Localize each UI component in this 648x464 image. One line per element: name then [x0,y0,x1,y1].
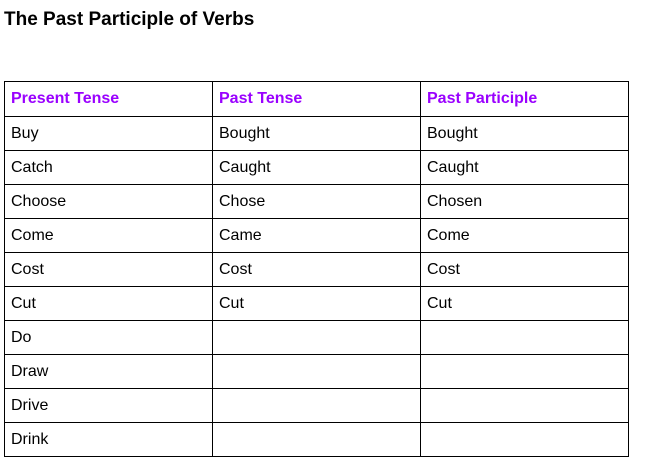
cell-present-tense[interactable]: Catch [5,151,213,185]
table-row [5,151,629,185]
table-row [5,287,629,321]
header-past-participle: Past Participle [421,82,629,117]
cell-past-participle[interactable]: Bought [421,117,629,151]
cell-past-tense[interactable]: Cost [213,253,421,287]
table-row [5,321,629,355]
cell-present-tense[interactable]: Do [5,321,213,355]
header-present-tense: Present Tense [5,82,213,117]
cell-past-participle[interactable] [421,355,629,389]
cell-past-tense[interactable] [213,321,421,355]
cell-past-participle[interactable]: Cost [421,253,629,287]
cell-present-tense[interactable]: Choose [5,185,213,219]
cell-past-participle[interactable]: Cut [421,287,629,321]
cell-present-tense[interactable]: Cost [5,253,213,287]
cell-past-participle[interactable]: Come [421,219,629,253]
cell-past-tense[interactable]: Came [213,219,421,253]
cell-present-tense[interactable]: Cut [5,287,213,321]
cell-present-tense[interactable]: Buy [5,117,213,151]
cell-present-tense[interactable]: Come [5,219,213,253]
cell-past-tense[interactable]: Chose [213,185,421,219]
cell-past-participle[interactable] [421,321,629,355]
table-row [5,253,629,287]
table-row [5,355,629,389]
cell-past-participle[interactable]: Caught [421,151,629,185]
cell-past-participle[interactable] [421,423,629,457]
table-row [5,185,629,219]
cell-past-tense[interactable]: Bought [213,117,421,151]
cell-present-tense[interactable]: Drive [5,389,213,423]
cell-present-tense[interactable]: Draw [5,355,213,389]
cell-past-participle[interactable]: Chosen [421,185,629,219]
cell-past-tense[interactable] [213,355,421,389]
verb-table [4,81,629,457]
table-row [5,219,629,253]
cell-past-tense[interactable]: Caught [213,151,421,185]
cell-past-tense[interactable]: Cut [213,287,421,321]
page-title: The Past Participle of Verbs [4,9,255,30]
table-row [5,423,629,457]
header-past-tense: Past Tense [213,82,421,117]
cell-past-participle[interactable] [421,389,629,423]
cell-past-tense[interactable] [213,389,421,423]
table-row [5,389,629,423]
cell-past-tense[interactable] [213,423,421,457]
table-row [5,117,629,151]
table-header-row [5,82,629,117]
cell-present-tense[interactable]: Drink [5,423,213,457]
